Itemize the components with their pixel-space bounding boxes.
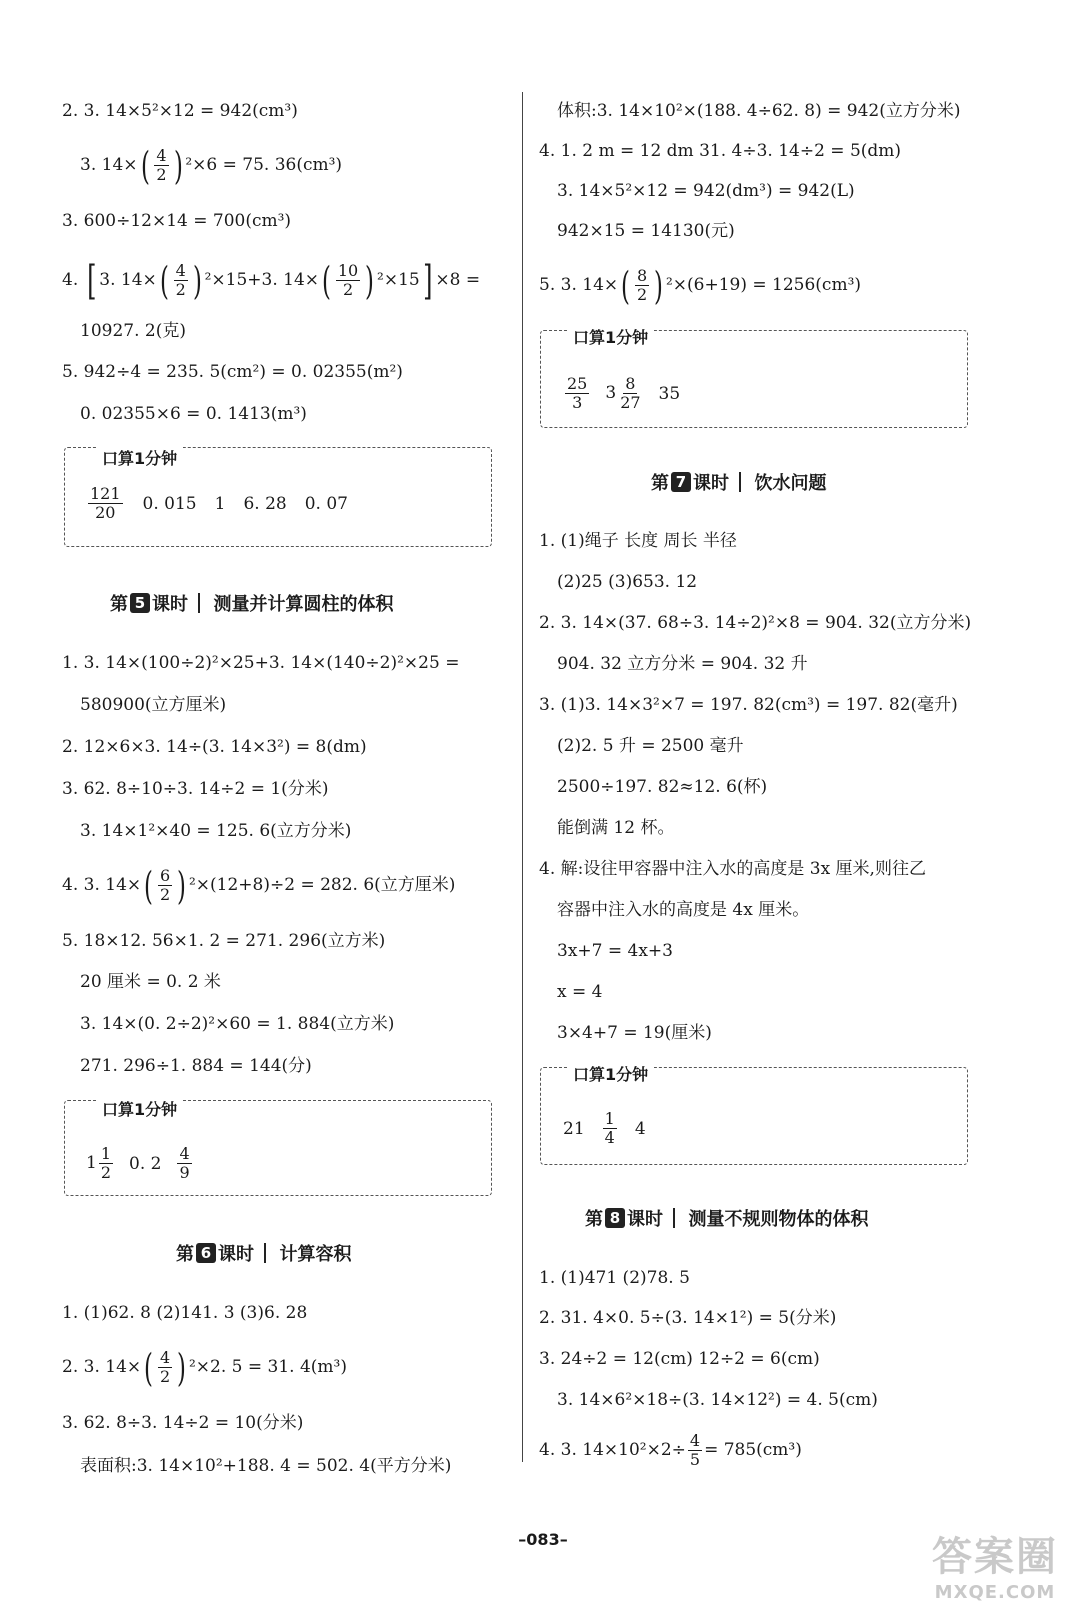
column-divider [522, 92, 523, 1462]
answer-line: 能倒满 12 杯。 [557, 818, 675, 838]
fraction: 1 4 [604, 1109, 615, 1147]
fraction: $\frac{4}{5}$ [689, 1431, 701, 1469]
fraction: $\frac{1}{2}$ [100, 1144, 112, 1182]
answer-line: 4. 3. 14×10²×2÷ $\frac{4}{5}$ = 785(cm³) [539, 1431, 802, 1469]
answer-line: (2)2. 5 升 = 2500 毫升 [557, 736, 744, 756]
fraction: $\frac{8}{2}$ [636, 266, 648, 304]
answer-line: x = 4 [557, 982, 603, 1002]
watermark-url: MXQE.COM [934, 1582, 1056, 1603]
answer-line: 3. 14×( $\frac{4}{2}$ ) ²×6 = 75. 36(cm³) [80, 143, 343, 188]
answer-line: 2. 3. 14×5²×12 = 942(cm³) [62, 101, 298, 121]
answer-line: 4. [ 3. 14×( $\frac{4}{2}$ ) ²×15+3. 14×( $\frac{10}{2}$ ) ²×15] ×8 = [62, 257, 481, 304]
answer-line: 20 厘米 = 0. 2 米 [80, 972, 221, 992]
fraction: 25 3 [567, 374, 588, 412]
fraction: $\frac{4}{2}$ [156, 146, 167, 184]
watermark [932, 1525, 1058, 1603]
answer-line: 4. 3. 14×( $\frac{6}{2}$ ) ²×(12+8)÷2 = 282. 6(立方厘米) [62, 863, 456, 908]
answer-line: 942×15 = 14130(元) [557, 221, 735, 241]
answer-line: 2500÷197. 82≈12. 6(杯) [557, 777, 768, 797]
answer-line: 2. 12×6×3. 14÷(3. 14×3²) = 8(dm) [62, 737, 367, 757]
answer-line: 0. 02355×6 = 0. 1413(m³) [80, 404, 307, 424]
answer-line: 2. 31. 4×0. 5÷(3. 14×1²) = 5(分米) [539, 1308, 837, 1328]
oral-calc-answers: 121 20 0. 015 1 6. 28 0. 07 [90, 484, 348, 522]
fraction: $\frac{4}{2}$ [159, 1348, 171, 1386]
answer-line: 3. 62. 8÷3. 14÷2 = 10(分米) [62, 1413, 304, 1433]
fraction: 121 20 [90, 484, 121, 522]
oral-calc-title: 口算1分钟 [567, 1062, 654, 1085]
answer-line: 3×4+7 = 19(厘米) [557, 1023, 712, 1043]
answer-line: 10927. 2(克) [80, 321, 186, 341]
section-heading-6: 第 6 课时 计算容积 [176, 1244, 352, 1265]
answer-line: 体积:3. 14×10²×(188. 4÷62. 8) = 942(立方分米) [557, 101, 961, 121]
answer-line: 1. (1)471 (2)78. 5 [539, 1268, 690, 1288]
answer-line: 1. 3. 14×(100÷2)²×25+3. 14×(140÷2)²×25 = [62, 653, 460, 673]
answer-line: 904. 32 立方分米 = 904. 32 升 [557, 654, 808, 674]
oral-calc-answers: 25 3 3 $\frac{8}{27}$ 35 [567, 374, 681, 412]
answer-line: 3. (1)3. 14×3²×7 = 197. 82(cm³) = 197. 82(毫升) [539, 695, 958, 715]
section-heading-7: 第 7 课时 饮水问题 [651, 473, 827, 494]
section-heading-5: 第 5 课时 测量并计算圆柱的体积 [110, 594, 394, 615]
answer-line: 4. 解:设往甲容器中注入水的高度是 3x 厘米,则往乙 [539, 859, 926, 879]
fraction: 4 9 [179, 1144, 190, 1182]
answer-line: 580900(立方厘米) [80, 695, 227, 715]
page-number: –083– [518, 1530, 568, 1549]
watermark-title: 答案圈 [932, 1534, 1058, 1580]
answer-line: 3. 24÷2 = 12(cm) 12÷2 = 6(cm) [539, 1349, 820, 1369]
answer-line: 3. 62. 8÷10÷3. 14÷2 = 1(分米) [62, 779, 329, 799]
oral-calc-answers: 21 1 4 4 [563, 1109, 646, 1147]
answer-line: 1. (1)62. 8 (2)141. 3 (3)6. 28 [62, 1303, 308, 1323]
answer-line: 3. 14×(0. 2÷2)²×60 = 1. 884(立方米) [80, 1014, 395, 1034]
section-heading-8: 第 8 课时 测量不规则物体的体积 [585, 1209, 869, 1230]
answer-line: 2. 3. 14×(37. 68÷3. 14÷2)²×8 = 904. 32(立方分米) [539, 613, 972, 633]
answer-line: 容器中注入水的高度是 4x 厘米。 [557, 900, 810, 920]
fraction: $\frac{4}{2}$ [175, 261, 186, 299]
answer-line: 3x+7 = 4x+3 [557, 941, 673, 961]
answer-line: 3. 600÷12×14 = 700(cm³) [62, 211, 292, 231]
oral-calc-title: 口算1分钟 [567, 325, 654, 348]
answer-line: 3. 14×1²×40 = 125. 6(立方分米) [80, 821, 352, 841]
answer-line: 3. 14×6²×18÷(3. 14×12²) = 4. 5(cm) [557, 1390, 878, 1410]
answer-line: 5. 942÷4 = 235. 5(cm²) = 0. 02355(m²) [62, 362, 403, 382]
fraction: $\frac{10}{2}$ [337, 261, 359, 299]
answer-line: 5. 3. 14×( $\frac{8}{2}$ ) ²×(6+19) = 1256(cm³) [539, 263, 862, 308]
oral-calc-title: 口算1分钟 [96, 1097, 183, 1120]
answer-line: (2)25 (3)653. 12 [557, 572, 698, 592]
answer-line: 5. 18×12. 56×1. 2 = 271. 296(立方米) [62, 931, 386, 951]
answer-line: 3. 14×5²×12 = 942(dm³) = 942(L) [557, 181, 855, 201]
oral-calc-title: 口算1分钟 [96, 446, 183, 469]
answer-line: 271. 296÷1. 884 = 144(分) [80, 1056, 312, 1076]
answer-line: 4. 1. 2 m = 12 dm 31. 4÷3. 14÷2 = 5(dm) [539, 141, 902, 161]
fraction: $\frac{6}{2}$ [159, 866, 171, 904]
answer-line: 2. 3. 14×( $\frac{4}{2}$ ) ²×2. 5 = 31. 4(m³) [62, 1345, 347, 1390]
answer-line: 1. (1)绳子 长度 周长 半径 [539, 531, 737, 551]
answer-line: 表面积:3. 14×10²+188. 4 = 502. 4(平方分米) [80, 1456, 452, 1476]
oral-calc-answers: 1 $\frac{1}{2}$ 0. 2 4 9 [86, 1144, 190, 1182]
fraction: $\frac{8}{27}$ [620, 374, 641, 412]
